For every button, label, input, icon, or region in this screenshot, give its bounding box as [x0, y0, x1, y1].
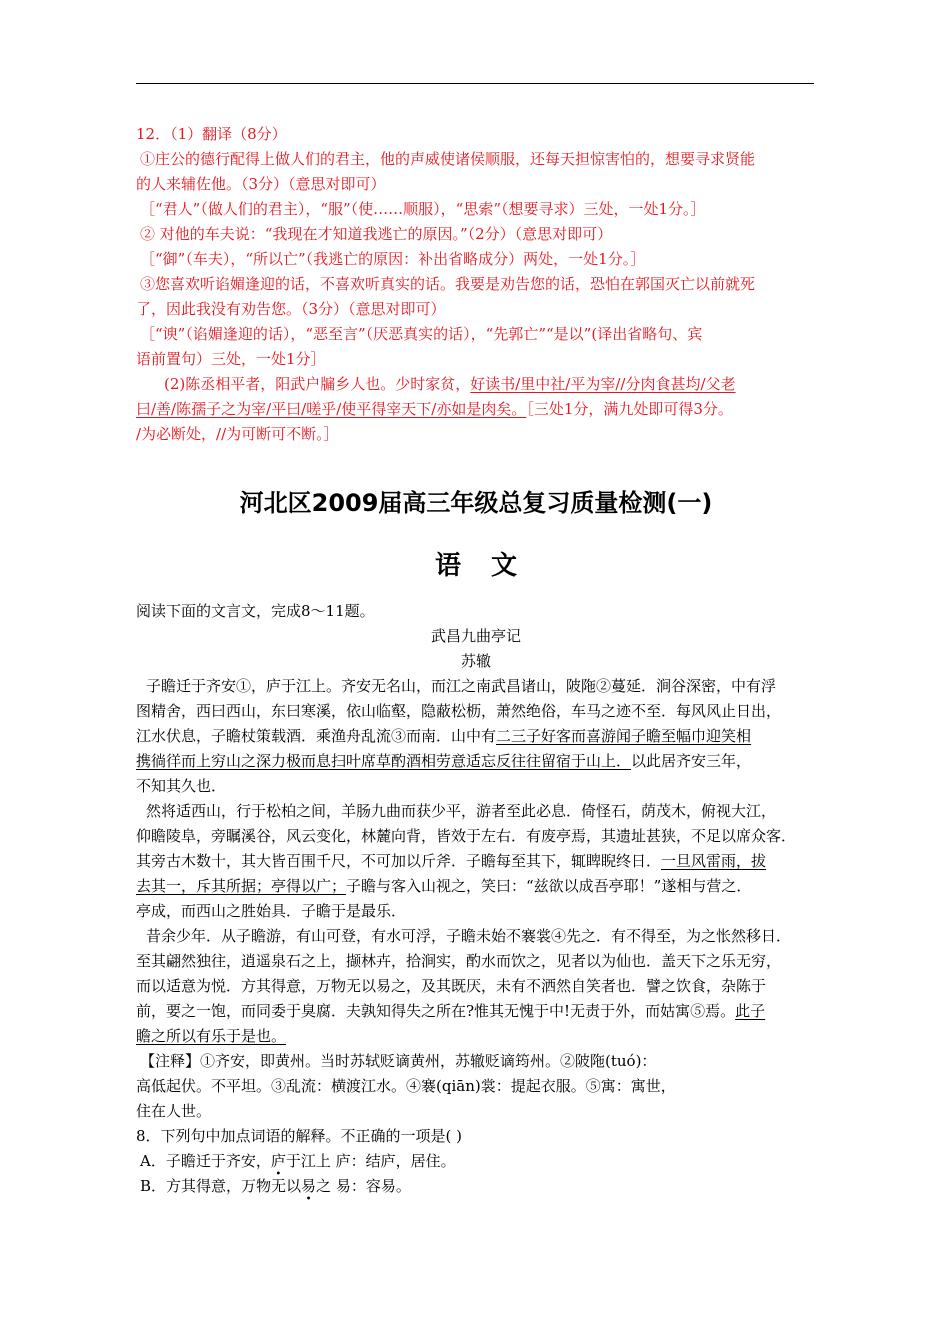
annotation-line: 高低起伏。不平坦。③乱流：横渡江水。④褰(qiān)裳：提起衣服。⑤寓：寓世，	[136, 1077, 676, 1095]
passage-line	[136, 1024, 816, 1049]
passage-text: 江水伏息，子瞻杖策载酒．乘渔舟乱流③而南．山中有	[136, 727, 497, 745]
passage-line	[136, 849, 816, 874]
annotations	[136, 1049, 816, 1124]
answer-2-line: ② 对他的车夫说：“我现在才知道我逃亡的原因。”（2分）（意思对即可）	[140, 225, 613, 243]
subject-title: 语文	[434, 551, 547, 581]
answer-part2-underlined-1: 好读书/里中社/平为宰//分肉食甚均/父老	[470, 375, 736, 393]
passage-line: 图精舍，西曰西山，东曰寒溪，依山临壑，隐蔽松枥，萧然绝俗，车马之迹不至．每风风止日出，	[136, 702, 782, 720]
answer-1-line1: ①庄公的德行配得上做人们的君主，他的声威使诸侯顺服，还每天担惊害怕的，想要寻求贤能	[140, 150, 756, 168]
question-8-stem: 8．下列句中加点词语的解释。不正确的一项是( )	[136, 1127, 463, 1145]
passage-line: 仰瞻陵阜，旁瞩溪谷，风云变化，林麓向背，皆效于左右．有废亭焉，其遗址甚狭，不足以席众客．	[136, 827, 797, 845]
answer-part2-scoring: ［三处1分，满九处即可得3分。	[526, 400, 733, 418]
exam-title: 河北区2009届高三年级总复习质量检测(一)	[239, 489, 713, 517]
answer-part2-text: (2)陈丞相平者，阳武户牖乡人也。少时家贫，	[164, 375, 471, 393]
passage-line	[136, 724, 816, 749]
answer-part2-line3: /为必断处，//为可断可不断。］	[136, 425, 339, 443]
answer-part2-line2	[136, 397, 816, 422]
answer-section	[136, 122, 816, 447]
option-b-text: B．方其得意，万物无以	[140, 1177, 302, 1195]
passage-line: 至其翩然独往，逍遥泉石之上，撷林卉，拾涧实，酌水而饮之，见者以为仙也．盖天下之乐无穷，	[136, 952, 782, 970]
passage-text: 以此居齐安三年，	[631, 752, 752, 770]
passage-line: 不知其久也．	[136, 777, 227, 795]
passage-text: 前，要之一饱，而同委于臭腐．夫孰知得失之所在?惟其无愧于中!无责于外，而姑寓⑤焉。	[136, 1002, 736, 1020]
passage-line	[136, 874, 816, 899]
passage-underlined: 二三子好客而喜游闻子瞻至幅巾迎笑相	[496, 727, 752, 745]
passage-paragraph-2	[136, 799, 816, 924]
passage-line: 昔余少年．从子瞻游，有山可登，有水可浮，子瞻未始不褰裳④先之．有不得至，为之怅然移日．	[146, 927, 792, 945]
passage-author: 苏辙	[460, 652, 491, 670]
passage-line	[136, 999, 816, 1024]
annotation-line: 【注释】①齐安，即黄州。当时苏轼贬谪黄州，苏辙贬谪筠州。②陂陁(tuó)：	[140, 1052, 657, 1070]
answer-part2-underlined-2: 曰/善/陈孺子之为宰/平曰/嗟乎/使平得宰天下/亦如是肉矣。	[136, 400, 527, 418]
passage-line	[136, 749, 816, 774]
passage-line: 子瞻迁于齐安①，庐于江上。齐安无名山，而江之南武昌诸山，陂陁②蔓延．涧谷深密，中有浮	[146, 677, 777, 695]
annotation-line: 住在人世。	[136, 1102, 212, 1120]
passage-paragraph-1	[136, 674, 816, 799]
passage-line: 亭成，而西山之胜始具．子瞻于是最乐．	[136, 902, 407, 920]
passage-paragraph-3	[136, 924, 816, 1049]
passage-line: 然将适西山，行于松柏之间，羊肠九曲而获少平，游者至此必息．倚怪石，荫茂木，俯视大江，	[146, 802, 777, 820]
passage-line: 而以适意为悦．方其得意，万物无以易之，及其既厌，未有不洒然自笑者也．譬之饮食，杂陈于	[136, 977, 767, 995]
answer-3-note2: 语前置句）三处，一处1分］	[136, 350, 326, 368]
option-b-explanation: 之 易：容易。	[316, 1177, 411, 1195]
passage-underlined: 一旦风雷雨，拔	[661, 852, 767, 870]
question-8	[136, 1124, 816, 1199]
option-b-dotted-word: 易	[301, 1177, 317, 1195]
passage-underlined: 此子	[735, 1002, 766, 1020]
answer-3-line2: 了，因此我没有劝告您。（3分）（意思对即可）	[136, 300, 446, 318]
option-a-text: A．子瞻迁于齐安，	[140, 1152, 271, 1170]
header-rule	[136, 83, 814, 84]
passage-underlined: 去其一，斥其所据；亭得以广；	[136, 877, 347, 895]
page-content	[136, 122, 816, 1199]
answer-3-line1: ③您喜欢听谄媚逢迎的话，不喜欢听真实的话。我要是劝告您的话，恐怕在郭国灭亡以前就死	[140, 275, 756, 293]
q12-heading: 12．（1）翻译（8分）	[136, 125, 287, 143]
option-a	[136, 1149, 816, 1174]
option-b	[136, 1174, 816, 1199]
answer-1-line2: 的人来辅佐他。（3分）（意思对即可）	[136, 175, 386, 193]
passage-text: 其旁古木数十，其大皆百围千尺，不可加以斤斧．子瞻每至其下，辄睥睨终日．	[136, 852, 662, 870]
answer-1-note: ［“君人”（做人们的君主），“服”（使……顺服），“思索”（想要寻求）三处，一处1分。］	[140, 200, 706, 218]
answer-part2-line1	[136, 372, 816, 397]
answer-3-note1: ［“谀”（谄媚逢迎的话），“恶至言”（厌恶真实的话），“先郭亡”“是以”(译出省略句、宾	[140, 325, 703, 343]
passage-underlined: 携徜徉而上穷山之深力极而息扫叶席草酌酒相劳意适忘反往往留宿于山上．	[136, 752, 632, 770]
passage-underlined: 瞻之所以有乐于是也。	[136, 1027, 287, 1045]
passage-title: 武昌九曲亭记	[430, 627, 521, 645]
option-a-dotted-word: 庐	[270, 1152, 286, 1170]
passage-text: 子瞻与客入山视之，笑曰：“兹欲以成吾亭耶！”遂相与营之．	[346, 877, 752, 895]
option-a-explanation: 于江上 庐：结庐，居住。	[285, 1152, 456, 1170]
answer-2-note: ［“御”（车夫），“所以亡”（我逃亡的原因：补出省略成分）两处，一处1分。］	[140, 250, 646, 268]
reading-instruction: 阅读下面的文言文，完成8～11题。	[136, 602, 375, 620]
